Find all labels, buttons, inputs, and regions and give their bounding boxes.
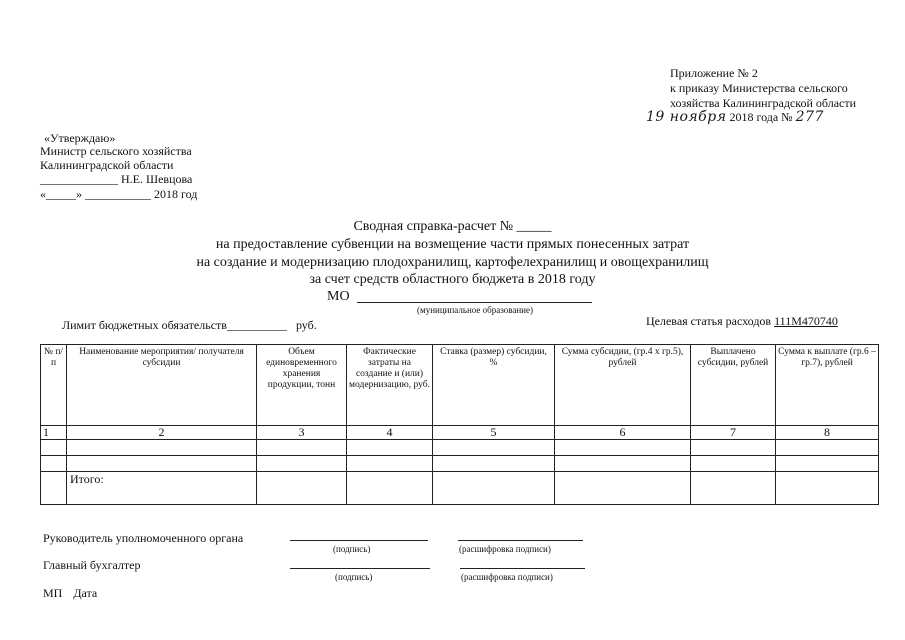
total-label: Итого: — [67, 472, 257, 505]
handwritten-date: 19 ноября — [646, 109, 727, 125]
title-line-4: за счет средств областного бюджета в 2018 году — [309, 272, 596, 287]
table-row — [41, 440, 879, 456]
approval-title: «Утверждаю» — [44, 131, 116, 145]
table-cell[interactable] — [691, 440, 776, 456]
table-cell[interactable] — [41, 440, 67, 456]
table-header-row — [41, 345, 879, 426]
column-number: 4 — [347, 426, 433, 440]
header-cell: № п/п — [41, 345, 67, 426]
total-cell[interactable] — [257, 472, 347, 505]
approval-signature-name: Н.Е. Шевцова — [121, 172, 193, 186]
accountant-decode-line — [460, 568, 585, 569]
approval-line-2: Калининградской области — [40, 158, 174, 172]
column-number: 1 — [41, 426, 67, 440]
table-cell[interactable] — [257, 440, 347, 456]
header-cell: Сумма субсидии, (гр.4 х гр.5), рублей — [555, 345, 691, 426]
stamp-row — [43, 586, 97, 601]
target-code: 111М470740 — [774, 314, 838, 328]
limit-label: Лимит бюджетных обязательств__________ — [62, 318, 287, 332]
head-signature-line — [290, 540, 428, 541]
head-label: Руководитель уполномоченного органа — [43, 531, 244, 545]
header-cell: Объем единовременного хранения продукции, тонн — [257, 345, 347, 426]
column-number-row — [41, 426, 879, 440]
title-line-2: на предоставление субвенции на возмещение части прямых понесенных затрат — [215, 237, 690, 252]
title-line-3: на создание и модернизацию плодохранилищ, картофелехранилищ и овощехранилищ — [196, 255, 709, 270]
limit-row — [62, 318, 317, 333]
column-number: 6 — [555, 426, 691, 440]
total-cell[interactable] — [776, 472, 879, 505]
limit-unit: руб. — [295, 318, 317, 332]
mo-field-line — [357, 302, 592, 303]
calculation-table — [40, 344, 879, 505]
header-cell: Ставка (размер) субсидии, % — [433, 345, 555, 426]
approval-signature-blank: _____________ — [40, 172, 118, 186]
appendix-date-line — [646, 110, 824, 125]
approval-signature-line — [40, 172, 192, 187]
document-title: Сводная справка-расчет № _____ — [353, 219, 552, 234]
column-number: 3 — [257, 426, 347, 440]
total-cell[interactable] — [691, 472, 776, 505]
table-cell[interactable] — [433, 440, 555, 456]
table-cell[interactable] — [257, 456, 347, 472]
approval-date-line: «_____» ___________ 2018 год — [40, 187, 198, 201]
appendix-year-text: 2018 года № — [729, 110, 793, 124]
head-decode-caption: (расшифровка подписи) — [459, 544, 551, 554]
mo-label: МО — [327, 289, 350, 304]
column-number: 8 — [776, 426, 879, 440]
accountant-signature-caption: (подпись) — [335, 572, 373, 582]
table-cell[interactable] — [555, 456, 691, 472]
header-cell: Наименование мероприятия/ получателя субсидии — [67, 345, 257, 426]
column-number: 7 — [691, 426, 776, 440]
table-cell — [41, 472, 67, 505]
total-cell[interactable] — [433, 472, 555, 505]
stamp-label: МП — [43, 586, 63, 600]
table-cell[interactable] — [347, 440, 433, 456]
table-cell[interactable] — [67, 456, 257, 472]
head-decode-line — [458, 540, 583, 541]
appendix-line-1: Приложение № 2 — [670, 66, 758, 80]
header-cell: Фактические затраты на создание и (или) модернизацию, руб. — [347, 345, 433, 426]
approval-line-1: Министр сельского хозяйства — [40, 144, 192, 158]
table-cell[interactable] — [555, 440, 691, 456]
table-cell[interactable] — [776, 456, 879, 472]
total-cell[interactable] — [555, 472, 691, 505]
table-cell[interactable] — [691, 456, 776, 472]
column-number: 5 — [433, 426, 555, 440]
header-cell: Сумма к выплате (гр.6 – гр.7), рублей — [776, 345, 879, 426]
accountant-label: Главный бухгалтер — [43, 558, 141, 572]
table-cell[interactable] — [776, 440, 879, 456]
appendix-line-2: к приказу Министерства сельского — [670, 81, 848, 95]
table-cell[interactable] — [41, 456, 67, 472]
table-cell[interactable] — [347, 456, 433, 472]
accountant-signature-line — [290, 568, 430, 569]
mo-caption: (муниципальное образование) — [417, 305, 533, 315]
accountant-decode-caption: (расшифровка подписи) — [461, 572, 553, 582]
head-signature-caption: (подпись) — [333, 544, 371, 554]
table-row — [41, 456, 879, 472]
table-cell[interactable] — [67, 440, 257, 456]
header-cell: Выплачено субсидии, рублей — [691, 345, 776, 426]
date-label: Дата — [73, 586, 98, 600]
total-cell[interactable] — [347, 472, 433, 505]
handwritten-number: 277 — [795, 109, 824, 125]
table-cell[interactable] — [433, 456, 555, 472]
target-label: Целевая статья расходов — [646, 314, 772, 328]
appendix-line-3: хозяйства Калининградской области — [670, 96, 857, 110]
column-number: 2 — [67, 426, 257, 440]
target-row — [646, 314, 838, 329]
total-row — [41, 472, 879, 505]
